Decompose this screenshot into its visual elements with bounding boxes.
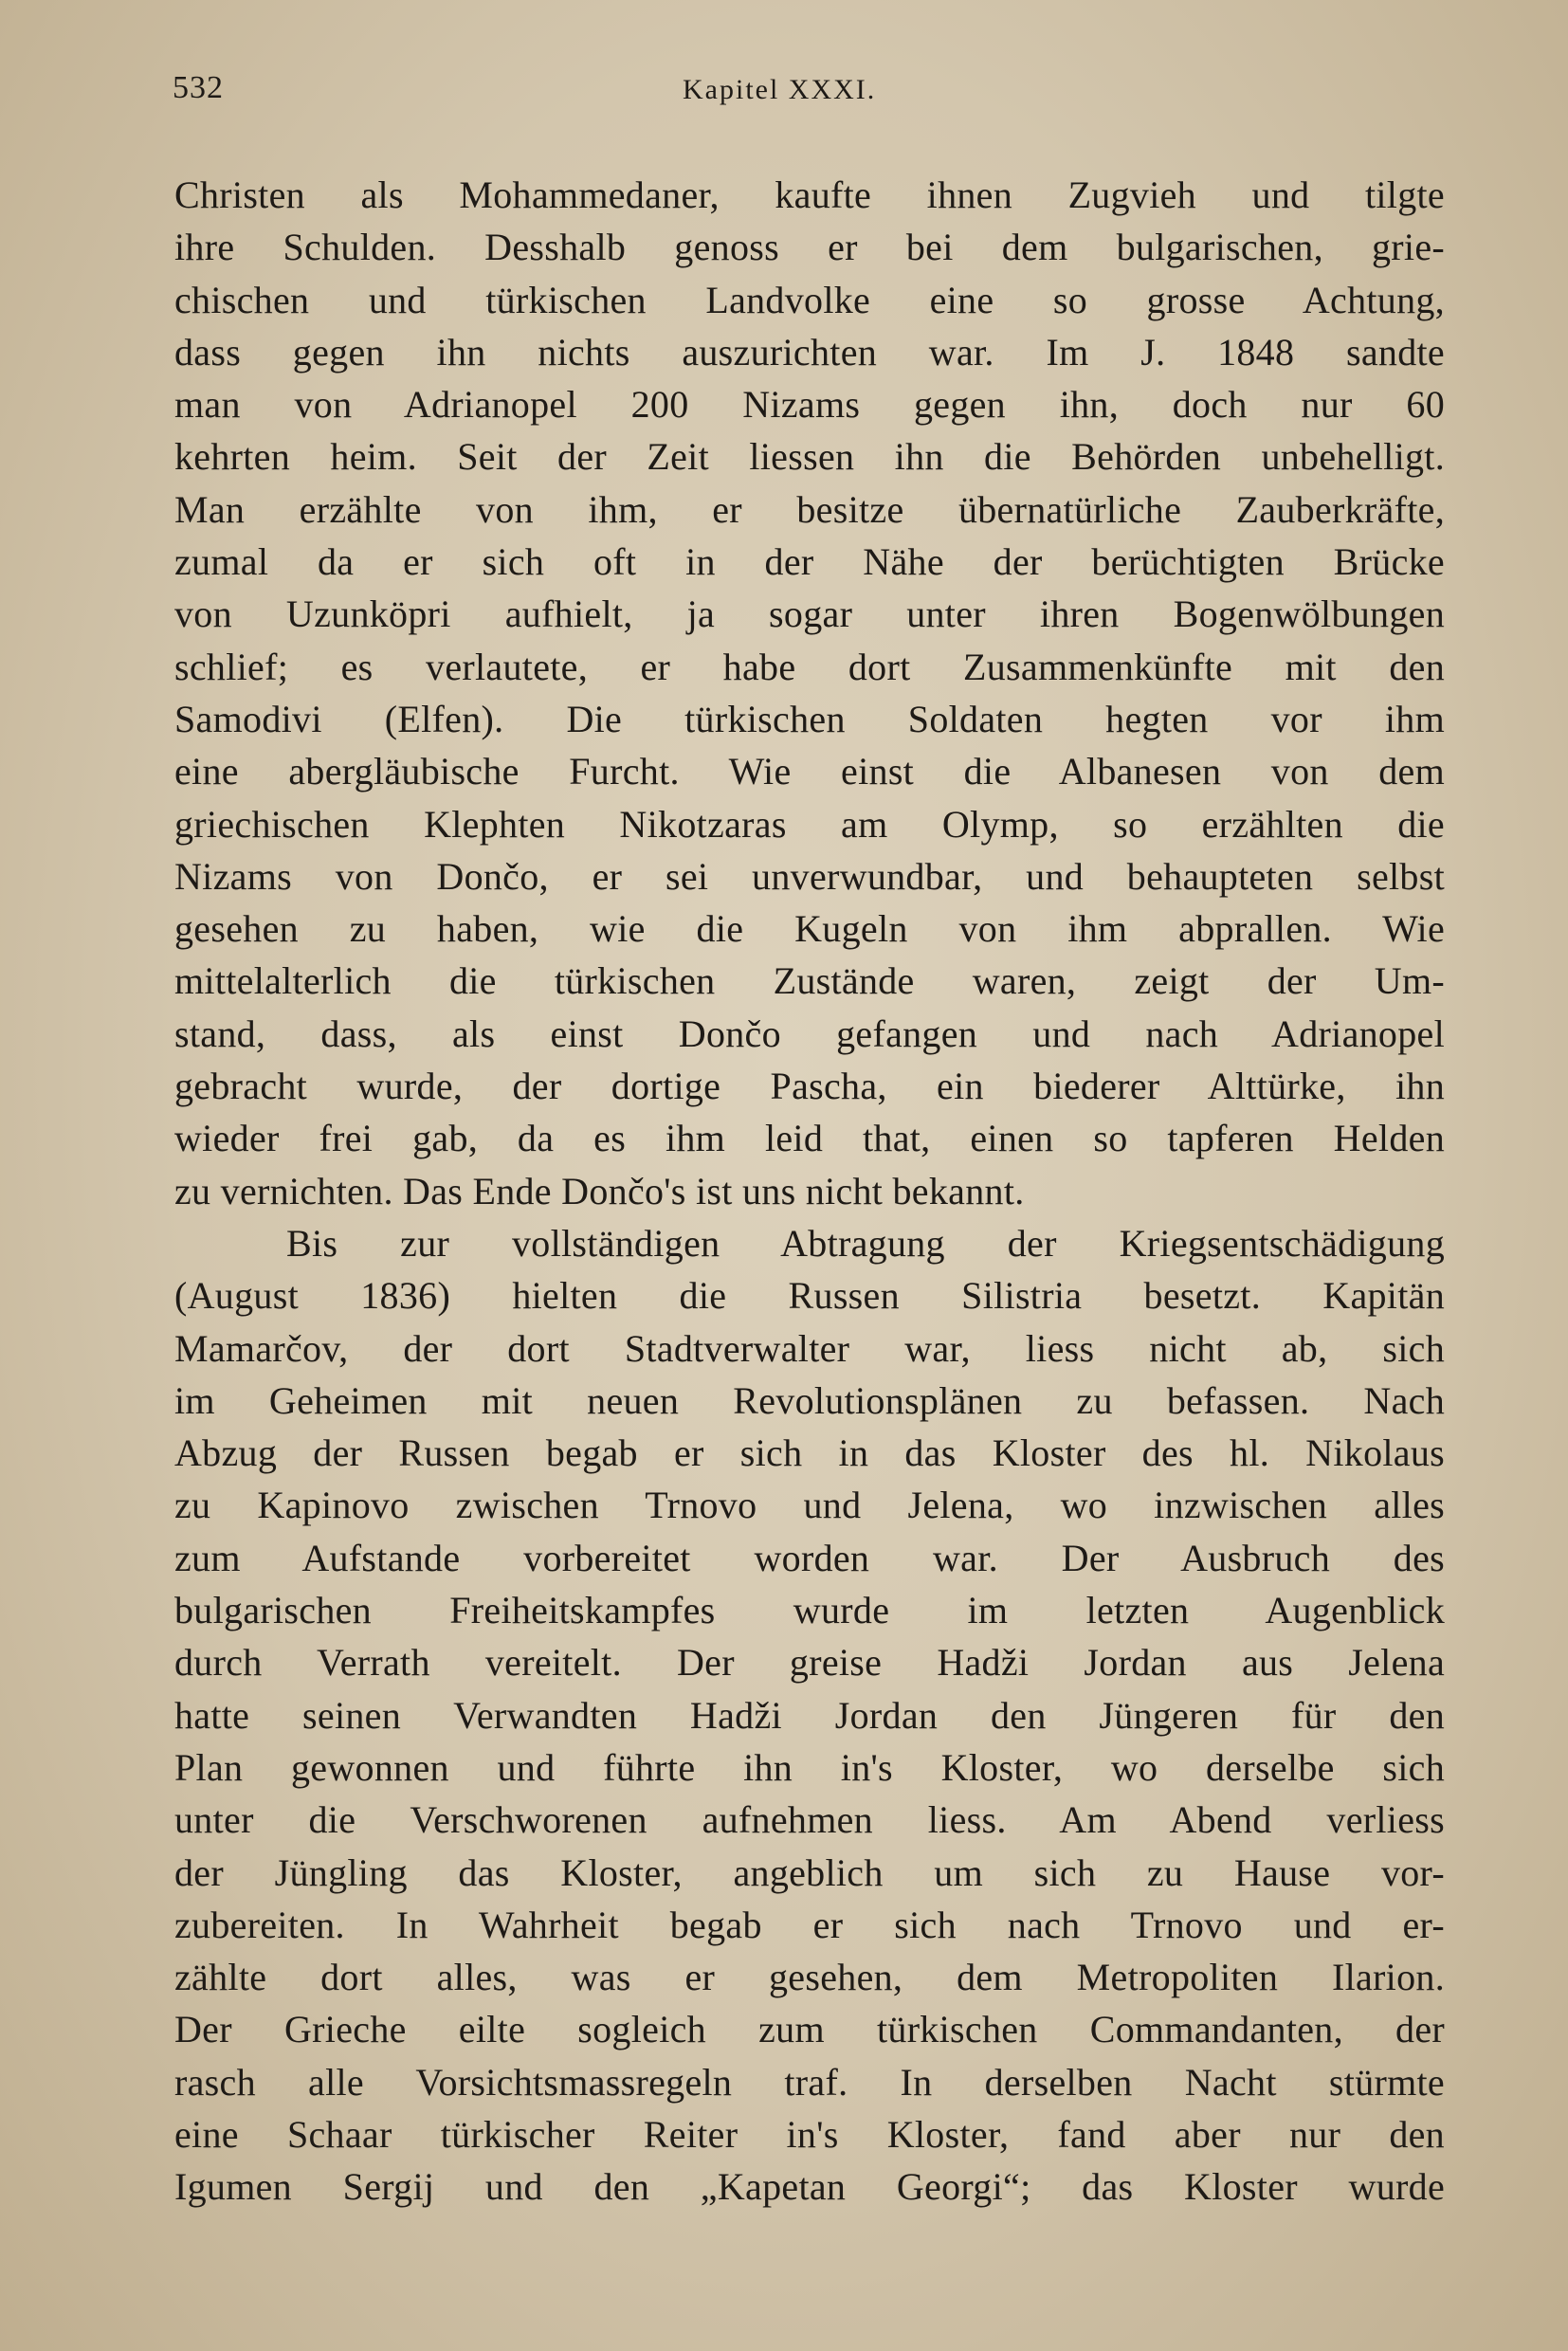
text-line: chischen und türkischen Landvolke eine so grosse Achtung,	[174, 278, 1445, 321]
text-line: bulgarischen Freiheitskampfes wurde im letzten Augenblick	[174, 1589, 1445, 1632]
text-line: zumal da er sich oft in der Nähe der berüchtigten Brücke	[174, 540, 1445, 584]
paragraph	[174, 169, 1445, 1217]
text-line: im Geheimen mit neuen Revolutionsplänen zu befassen. Nach	[174, 1378, 1445, 1422]
text-line: durch Verrath vereitelt. Der greise Hadži Jordan aus Jelena	[174, 1641, 1445, 1685]
text-line: zu vernichten. Das Ende Dončo's ist uns nicht bekannt.	[174, 1169, 1025, 1212]
text-line: zu Kapinovo zwischen Trnovo und Jelena, wo inzwischen alles	[174, 1484, 1445, 1527]
page-number: 532	[173, 70, 224, 105]
text-line: ihre Schulden. Desshalb genoss er bei dem bulgarischen, grie-	[174, 226, 1445, 269]
text-line: Mamarčov, der dort Stadtverwalter war, liess nicht ab, sich	[174, 1326, 1445, 1370]
text-line: dass gegen ihn nichts auszurichten war. Im J. 1848 sandte	[174, 330, 1445, 374]
text-line: Plan gewonnen und führte ihn in's Kloster, wo derselbe sich	[174, 1745, 1445, 1789]
body-text	[174, 169, 1445, 2214]
text-line: zum Aufstande vorbereitet worden war. Der Ausbruch des	[174, 1536, 1445, 1579]
text-line: Samodivi (Elfen). Die türkischen Soldaten hegten vor ihm	[174, 697, 1445, 740]
text-line: Christen als Mohammedaner, kaufte ihnen Zugvieh und tilgte	[174, 173, 1445, 216]
text-line: zubereiten. In Wahrheit begab er sich nach Trnovo und er-	[174, 1903, 1445, 1946]
text-line: rasch alle Vorsichtsmassregeln traf. In derselben Nacht stürmte	[174, 2060, 1445, 2104]
text-line: eine abergläubische Furcht. Wie einst die Albanesen von dem	[174, 750, 1445, 793]
text-line: gesehen zu haben, wie die Kugeln von ihm abprallen. Wie	[174, 907, 1445, 951]
text-line: von Uzunköpri aufhielt, ja sogar unter ihren Bogenwölbungen	[174, 592, 1445, 636]
text-line: wieder frei gab, da es ihm leid that, einen so tapferen Helden	[174, 1117, 1445, 1160]
page-header	[173, 70, 1443, 118]
text-line: Bis zur vollständigen Abtragung der Kriegsentschädigung	[286, 1221, 1445, 1265]
text-line: Abzug der Russen begab er sich in das Kloster des hl. Nikolaus	[174, 1431, 1445, 1475]
text-line: der Jüngling das Kloster, angeblich um sich zu Hause vor-	[174, 1850, 1445, 1894]
text-line: man von Adrianopel 200 Nizams gegen ihn, doch nur 60	[174, 383, 1445, 427]
text-line: griechischen Klephten Nikotzaras am Olymp, so erzählten die	[174, 802, 1445, 846]
text-line: Igumen Sergij und den „Kapetan Georgi“; das Kloster wurde	[174, 2165, 1445, 2209]
text-line: (August 1836) hielten die Russen Silistria besetzt. Kapitän	[174, 1274, 1445, 1318]
text-line: hatte seinen Verwandten Hadži Jordan den Jüngeren für den	[174, 1693, 1445, 1737]
text-line: schlief; es verlautete, er habe dort Zusammenkünfte mit den	[174, 645, 1445, 688]
text-line: stand, dass, als einst Dončo gefangen und nach Adrianopel	[174, 1011, 1445, 1055]
text-line: Man erzählte von ihm, er besitze übernatürliche Zauberkräfte,	[174, 487, 1445, 531]
text-line: Nizams von Dončo, er sei unverwundbar, und behaupteten selbst	[174, 854, 1445, 898]
running-head: Kapitel XXXI.	[683, 74, 877, 105]
text-line: Der Grieche eilte sogleich zum türkischen Commandanten, der	[174, 2008, 1445, 2051]
text-line: zählte dort alles, was er gesehen, dem Metropoliten Ilarion.	[174, 1956, 1445, 1999]
text-line: gebracht wurde, der dortige Pascha, ein biederer Alttürke, ihn	[174, 1065, 1445, 1108]
text-line: unter die Verschworenen aufnehmen liess. Am Abend verliess	[174, 1798, 1445, 1842]
text-line: kehrten heim. Seit der Zeit liessen ihn die Behörden unbehelligt.	[174, 435, 1445, 479]
text-line: eine Schaar türkischer Reiter in's Kloster, fand aber nur den	[174, 2112, 1445, 2156]
paragraph	[174, 1217, 1445, 2214]
text-line: mittelalterlich die türkischen Zustände waren, zeigt der Um-	[174, 959, 1445, 1003]
